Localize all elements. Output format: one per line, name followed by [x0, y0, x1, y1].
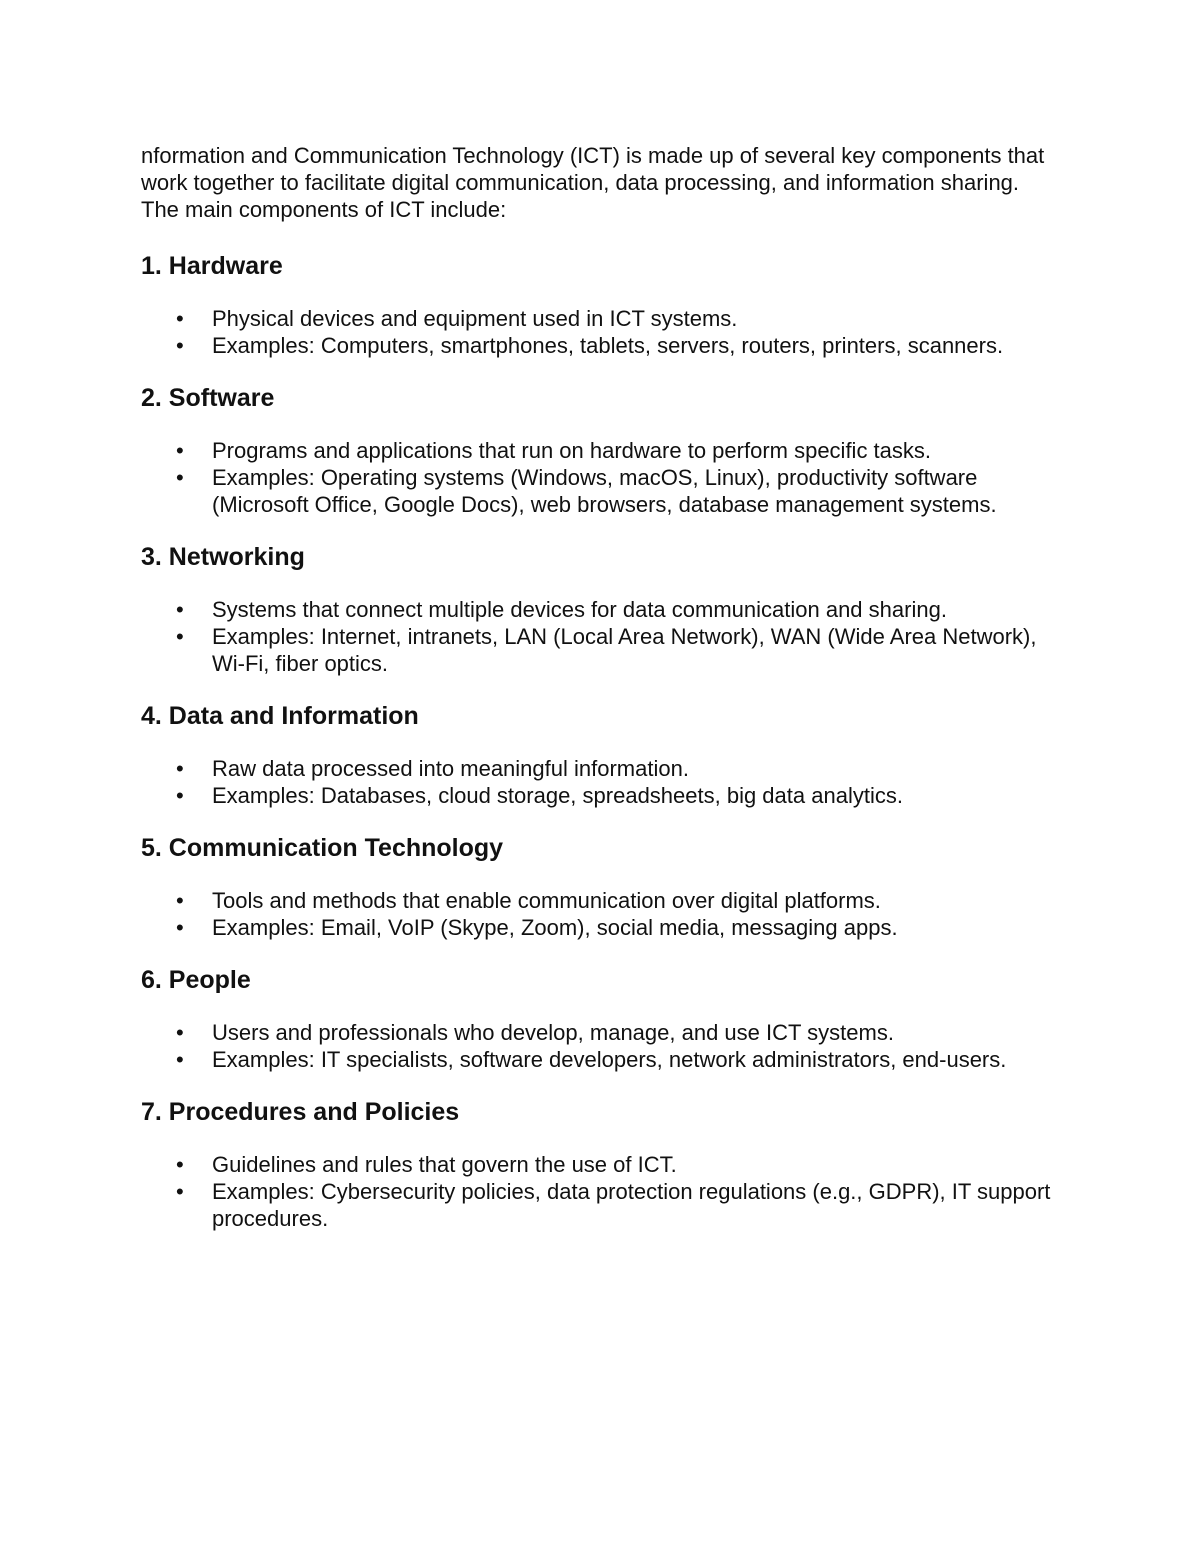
- list-item: [141, 596, 1061, 623]
- section: [141, 542, 1061, 677]
- list-item-text: Examples: Databases, cloud storage, spreadsheets, big data analytics.: [212, 783, 903, 808]
- list-item: [141, 437, 1061, 464]
- section: [141, 383, 1061, 518]
- bullet-dot-icon: •: [176, 888, 184, 913]
- bullet-list: [141, 305, 1061, 359]
- section-heading: 3. Networking: [141, 543, 305, 571]
- list-item-text: Examples: IT specialists, software developers, network administrators, end-users.: [212, 1047, 1007, 1072]
- bullet-dot-icon: •: [176, 1020, 184, 1045]
- list-item-text: Guidelines and rules that govern the use of ICT.: [212, 1152, 677, 1177]
- list-item-text: Examples: Email, VoIP (Skype, Zoom), social media, messaging apps.: [212, 915, 898, 940]
- list-item-text: Examples: Internet, intranets, LAN (Local Area Network), WAN (Wide Area Network), Wi-Fi, fiber optics.: [212, 624, 1037, 676]
- bullet-list: [141, 755, 1061, 809]
- section-heading: 7. Procedures and Policies: [141, 1098, 460, 1126]
- bullet-list: [141, 1019, 1061, 1073]
- list-item: [141, 464, 1061, 518]
- bullet-list: [141, 887, 1061, 941]
- bullet-dot-icon: •: [176, 783, 184, 808]
- section: [141, 965, 1061, 1073]
- bullet-dot-icon: •: [176, 1179, 184, 1204]
- section: [141, 251, 1061, 359]
- list-item: [141, 782, 1061, 809]
- bullet-dot-icon: •: [176, 1152, 184, 1177]
- list-item: [141, 755, 1061, 782]
- section-heading: 1. Hardware: [141, 252, 283, 280]
- list-item-text: Examples: Cybersecurity policies, data protection regulations (e.g., GDPR), IT support procedures.: [212, 1179, 1051, 1231]
- list-item: [141, 332, 1061, 359]
- bullet-list: [141, 1151, 1061, 1232]
- list-item-text: Examples: Operating systems (Windows, macOS, Linux), productivity software (Microsoft Office, Google Docs), web browsers, database management systems.: [212, 465, 997, 517]
- list-item-text: Tools and methods that enable communication over digital platforms.: [212, 888, 881, 913]
- section-heading: 5. Communication Technology: [141, 834, 504, 862]
- list-item: [141, 1046, 1061, 1073]
- bullet-dot-icon: •: [176, 333, 184, 358]
- section: [141, 1097, 1061, 1232]
- bullet-dot-icon: •: [176, 438, 184, 463]
- bullet-dot-icon: •: [176, 624, 184, 649]
- list-item: [141, 305, 1061, 332]
- bullet-dot-icon: •: [176, 597, 184, 622]
- list-item-text: Programs and applications that run on hardware to perform specific tasks.: [212, 438, 932, 463]
- section-heading: 6. People: [141, 966, 251, 994]
- section-heading: 4. Data and Information: [141, 702, 419, 730]
- sections-container: [141, 251, 1061, 1232]
- list-item-text: Physical devices and equipment used in ICT systems.: [212, 306, 738, 331]
- list-item: [141, 914, 1061, 941]
- list-item-text: Examples: Computers, smartphones, tablets, servers, routers, printers, scanners.: [212, 333, 1004, 358]
- list-item: [141, 623, 1061, 677]
- list-item: [141, 1151, 1061, 1178]
- list-item-text: Systems that connect multiple devices for data communication and sharing.: [212, 597, 947, 622]
- list-item: [141, 1019, 1061, 1046]
- list-item: [141, 1178, 1061, 1232]
- bullet-dot-icon: •: [176, 306, 184, 331]
- section-heading: 2. Software: [141, 384, 275, 412]
- list-item-text: Users and professionals who develop, manage, and use ICT systems.: [212, 1020, 894, 1045]
- section: [141, 701, 1061, 809]
- document-page: [141, 142, 1061, 1232]
- list-item-text: Raw data processed into meaningful information.: [212, 756, 689, 781]
- intro-paragraph: nformation and Communication Technology (ICT) is made up of several key components that work together to facilitate digital communication, data processing, and information sharing. The main components of ICT include:: [141, 143, 1045, 222]
- bullet-dot-icon: •: [176, 1047, 184, 1072]
- bullet-dot-icon: •: [176, 756, 184, 781]
- bullet-list: [141, 596, 1061, 677]
- bullet-dot-icon: •: [176, 465, 184, 490]
- list-item: [141, 887, 1061, 914]
- section: [141, 833, 1061, 941]
- bullet-dot-icon: •: [176, 915, 184, 940]
- bullet-list: [141, 437, 1061, 518]
